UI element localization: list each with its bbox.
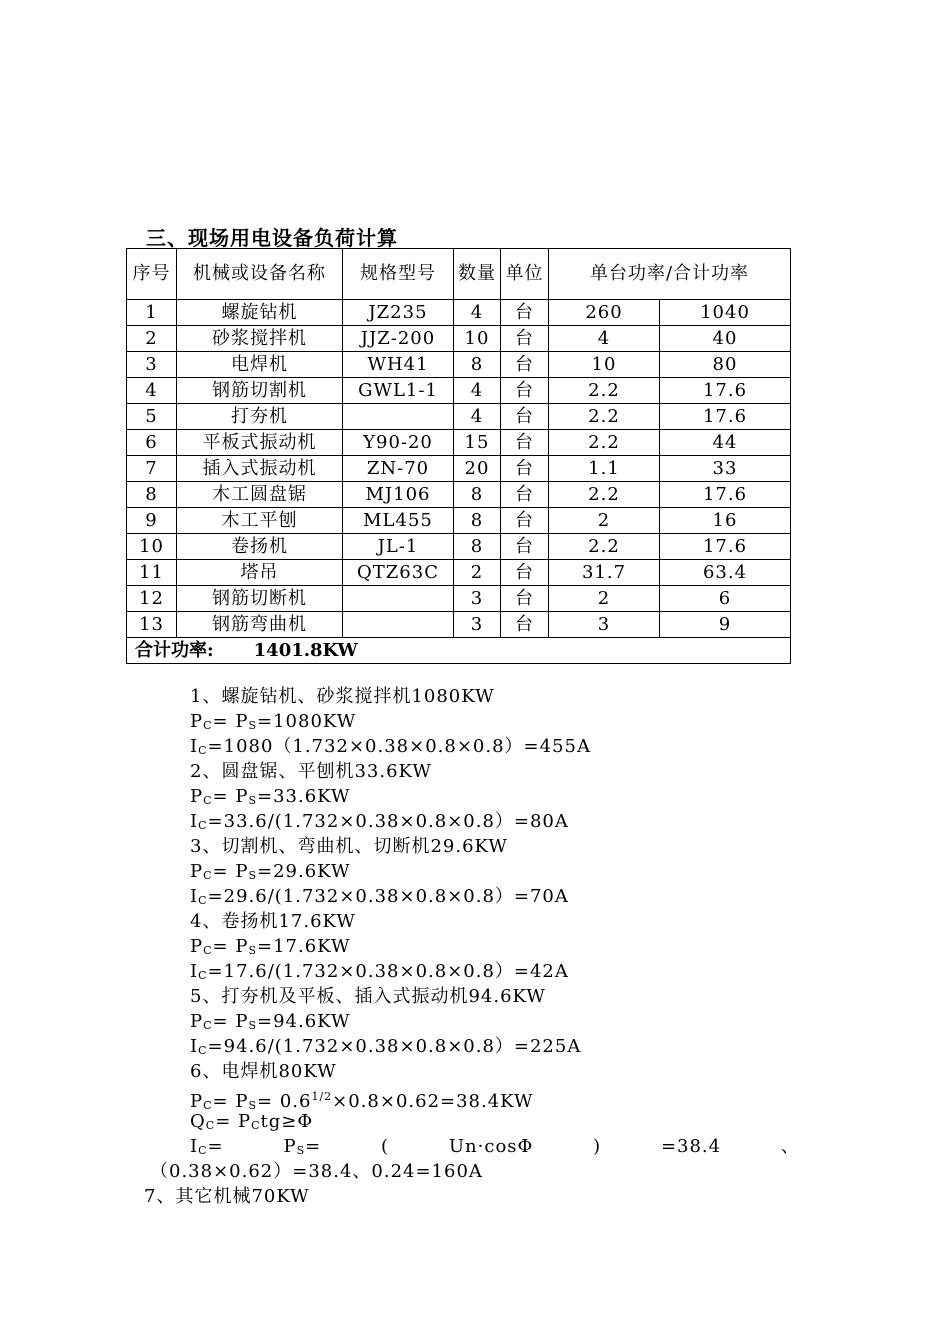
cell-qty: 4: [454, 378, 501, 404]
group-6-qc: $Q_C= P_Ctg\ge\Phi$: [190, 1111, 314, 1132]
cell-name: 砂浆搅拌机: [177, 326, 343, 352]
cell-single-power: 260: [549, 300, 660, 326]
group-7-title: 7、其它机械70KW: [144, 1186, 310, 1207]
cell-name: 钢筋切断机: [177, 586, 343, 612]
cell-spec: [343, 586, 454, 612]
cell-spec: JZ235: [343, 300, 454, 326]
header-power: 单台功率/合计功率: [549, 249, 791, 300]
header-unit: 单位: [501, 249, 549, 300]
group-1-pc: $P_C= P_S=1080KW$: [190, 711, 357, 732]
group-2-pc: $P_C= P_S=33.6KW$: [190, 786, 351, 807]
cell-name: 螺旋钻机: [177, 300, 343, 326]
header-no: 序号: [127, 249, 177, 300]
group-3-ic: $I_C=29.6/(1.732\times 0.38\times 0.8\times 0.8)=70A$: [190, 886, 569, 907]
cell-single-power: 2.2: [549, 430, 660, 456]
group-2-ic: $I_C=33.6/(1.732\times 0.38\times 0.8\times 0.8)=80A$: [190, 811, 569, 832]
cell-no: 5: [127, 404, 177, 430]
cell-spec: JL-1: [343, 534, 454, 560]
cell-total-power: 44: [660, 430, 791, 456]
cell-spec: GWL1-1: [343, 378, 454, 404]
total-power-cell: [127, 638, 791, 664]
total-label: 合计功率:: [135, 639, 214, 661]
cell-total-power: 17.6: [660, 404, 791, 430]
cell-qty: 8: [454, 352, 501, 378]
table-row: [127, 534, 791, 560]
cell-spec: ML455: [343, 508, 454, 534]
group-3-title: 3、切割机、弯曲机、切断机29.6KW: [190, 836, 508, 857]
table-total-row: [127, 638, 791, 664]
cell-name: 钢筋弯曲机: [177, 612, 343, 638]
cell-spec: [343, 404, 454, 430]
cell-no: 8: [127, 482, 177, 508]
cell-spec: ZN-70: [343, 456, 454, 482]
header-qty: 数量: [454, 249, 501, 300]
cell-name: 卷扬机: [177, 534, 343, 560]
cell-total-power: 63.4: [660, 560, 791, 586]
cell-no: 10: [127, 534, 177, 560]
group-2-title: 2、圆盘锯、平刨机33.6KW: [190, 761, 432, 782]
cell-no: 4: [127, 378, 177, 404]
cell-qty: 4: [454, 404, 501, 430]
cell-total-power: 1040: [660, 300, 791, 326]
cell-no: 7: [127, 456, 177, 482]
cell-spec: QTZ63C: [343, 560, 454, 586]
equipment-load-table: [126, 248, 791, 664]
cell-spec: WH41: [343, 352, 454, 378]
cell-single-power: 2.2: [549, 378, 660, 404]
cell-single-power: 3: [549, 612, 660, 638]
cell-no: 6: [127, 430, 177, 456]
cell-qty: 8: [454, 482, 501, 508]
cell-no: 2: [127, 326, 177, 352]
cell-total-power: 16: [660, 508, 791, 534]
table-row: [127, 456, 791, 482]
cell-single-power: 2: [549, 586, 660, 612]
cell-spec: Y90-20: [343, 430, 454, 456]
table-row: [127, 352, 791, 378]
group-5-pc: $P_C= P_S=94.6KW$: [190, 1011, 351, 1032]
table-row: [127, 482, 791, 508]
cell-name: 打夯机: [177, 404, 343, 430]
cell-qty: 8: [454, 534, 501, 560]
cell-total-power: 80: [660, 352, 791, 378]
header-name: 机械或设备名称: [177, 249, 343, 300]
table-row: [127, 430, 791, 456]
cell-unit: 台: [501, 482, 549, 508]
cell-unit: 台: [501, 300, 549, 326]
table-row: [127, 404, 791, 430]
cell-no: 1: [127, 300, 177, 326]
group-4-ic: $I_C=17.6/(1.732\times 0.38\times 0.8\times 0.8)=42A$: [190, 961, 569, 982]
group-3-pc: $P_C= P_S=29.6KW$: [190, 861, 351, 882]
table-row: [127, 326, 791, 352]
group-1-title: 1、螺旋钻机、砂浆搅拌机1080KW: [190, 686, 495, 707]
cell-qty: 2: [454, 560, 501, 586]
cell-qty: 15: [454, 430, 501, 456]
cell-total-power: 40: [660, 326, 791, 352]
cell-total-power: 9: [660, 612, 791, 638]
cell-no: 13: [127, 612, 177, 638]
cell-name: 电焊机: [177, 352, 343, 378]
cell-unit: 台: [501, 404, 549, 430]
cell-unit: 台: [501, 378, 549, 404]
cell-name: 钢筋切割机: [177, 378, 343, 404]
cell-no: 11: [127, 560, 177, 586]
cell-unit: 台: [501, 612, 549, 638]
group-1-ic: $I_C=1080(1.732\times 0.38\times 0.8\times 0.8)=455A$: [190, 736, 591, 757]
cell-unit: 台: [501, 560, 549, 586]
table-row: [127, 300, 791, 326]
cell-unit: 台: [501, 352, 549, 378]
cell-unit: 台: [501, 430, 549, 456]
cell-total-power: 6: [660, 586, 791, 612]
cell-total-power: 33: [660, 456, 791, 482]
cell-name: 木工圆盘锯: [177, 482, 343, 508]
cell-total-power: 17.6: [660, 482, 791, 508]
cell-qty: 3: [454, 586, 501, 612]
cell-qty: 4: [454, 300, 501, 326]
cell-no: 12: [127, 586, 177, 612]
cell-single-power: 2.2: [549, 404, 660, 430]
group-4-title: 4、卷扬机17.6KW: [190, 911, 356, 932]
header-spec: 规格型号: [343, 249, 454, 300]
table-row: [127, 612, 791, 638]
cell-unit: 台: [501, 534, 549, 560]
cell-name: 塔吊: [177, 560, 343, 586]
group-6-title: 6、电焊机80KW: [190, 1061, 337, 1082]
cell-unit: 台: [501, 586, 549, 612]
cell-qty: 8: [454, 508, 501, 534]
cell-total-power: 17.6: [660, 534, 791, 560]
cell-single-power: 10: [549, 352, 660, 378]
section-title: 三、现场用电设备负荷计算: [146, 226, 398, 250]
cell-unit: 台: [501, 508, 549, 534]
table-header-row: [127, 249, 791, 300]
cell-unit: 台: [501, 326, 549, 352]
table-row: [127, 508, 791, 534]
cell-qty: 3: [454, 612, 501, 638]
cell-single-power: 2.2: [549, 534, 660, 560]
table-row: [127, 560, 791, 586]
load-calculation: [144, 684, 800, 1209]
group-6-ic-continued: （0.38×0.62）=38.4、0.24=160A: [150, 1161, 483, 1182]
cell-spec: [343, 612, 454, 638]
cell-unit: 台: [501, 456, 549, 482]
cell-name: 插入式振动机: [177, 456, 343, 482]
group-5-ic: $I_C=94.6/(1.732\times 0.38\times 0.8\times 0.8)=225A$: [190, 1036, 582, 1057]
cell-qty: 20: [454, 456, 501, 482]
cell-spec: JJZ-200: [343, 326, 454, 352]
cell-total-power: 17.6: [660, 378, 791, 404]
cell-single-power: 31.7: [549, 560, 660, 586]
cell-qty: 10: [454, 326, 501, 352]
group-6-ic: $I_C=$ $P_S=$ ( Un·cosΦ ) =38.4 、: [190, 1136, 800, 1157]
cell-single-power: 2: [549, 508, 660, 534]
cell-no: 9: [127, 508, 177, 534]
cell-single-power: 2.2: [549, 482, 660, 508]
cell-name: 木工平刨: [177, 508, 343, 534]
group-5-title: 5、打夯机及平板、插入式振动机94.6KW: [190, 986, 546, 1007]
cell-single-power: 4: [549, 326, 660, 352]
cell-no: 3: [127, 352, 177, 378]
group-6-pc: $P_C= P_S= 0.6^{1/2}\times 0.8\times 0.62=38.4KW$: [190, 1090, 534, 1112]
cell-name: 平板式振动机: [177, 430, 343, 456]
cell-spec: MJ106: [343, 482, 454, 508]
table-row: [127, 378, 791, 404]
table-row: [127, 586, 791, 612]
cell-single-power: 1.1: [549, 456, 660, 482]
total-value: 1401.8KW: [253, 639, 358, 661]
group-4-pc: $P_C= P_S=17.6KW$: [190, 936, 351, 957]
